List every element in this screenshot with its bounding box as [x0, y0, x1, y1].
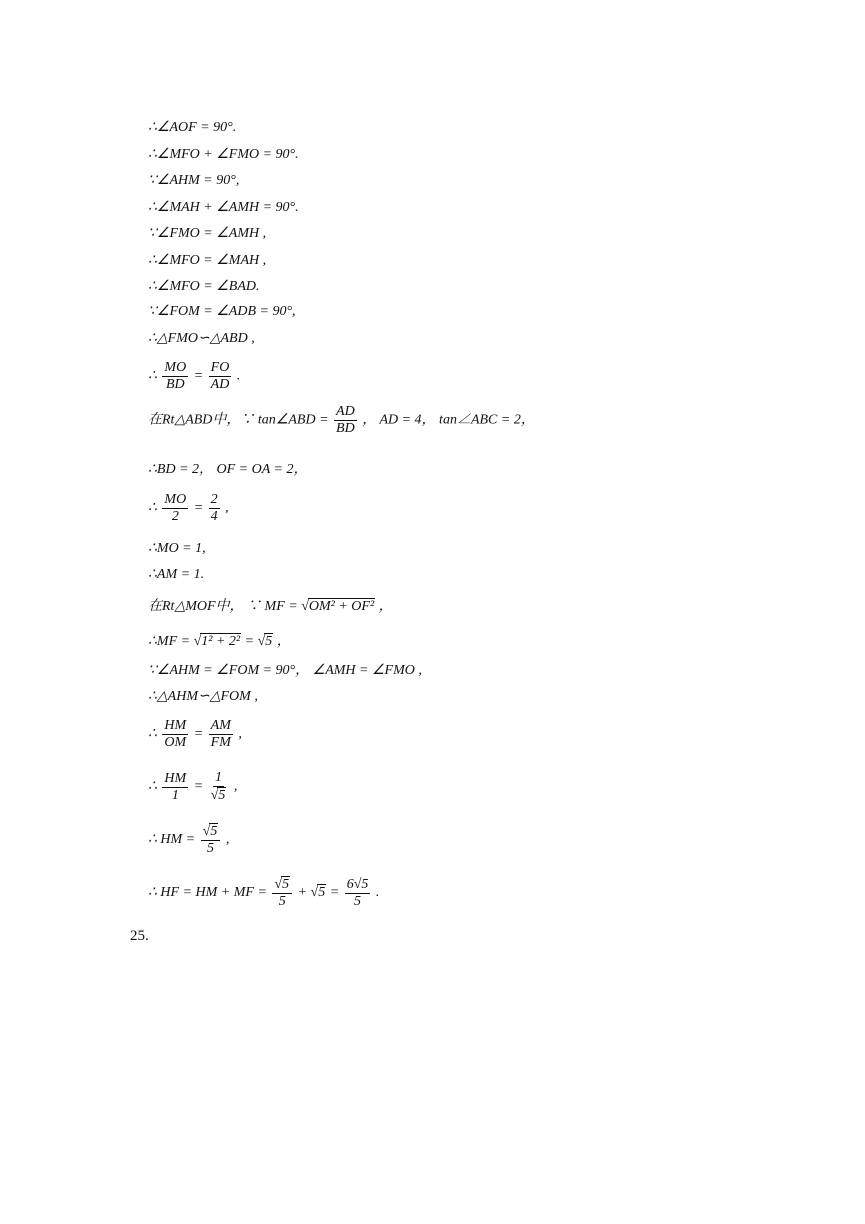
- fraction: $\frac{√5}{5}$: [201, 823, 221, 857]
- proof-line-3: ∵∠AHM = 90°,: [148, 173, 240, 188]
- fraction: $\frac{AD}{BD}$: [336, 404, 355, 436]
- fraction: $\frac{MO}{2}$: [164, 492, 187, 524]
- proof-line-17: ∴MF = √1² + 2² = √5 ，: [148, 634, 291, 649]
- proof-line-18: ∵∠AHM = ∠FOM = 90°， ∠AMH = ∠FMO ,: [148, 663, 422, 678]
- proof-line-20: ∴ $\frac{HM}{OM}$ = $\frac{AM}{FM}$ ,: [148, 718, 242, 750]
- proof-line-9: ∴△FMO∽△ABD ,: [148, 331, 255, 346]
- proof-line-6: ∴∠MFO = ∠MAH ,: [148, 253, 267, 268]
- proof-line-13: ∴ $\frac{MO}{2}$ = $\frac{2}{4}$ ,: [148, 492, 229, 524]
- proof-line-1: ∴∠AOF = 90°.: [148, 120, 237, 135]
- radical: 5: [318, 885, 326, 901]
- proof-line-11: 在Rt△ABD中，∵ tan∠ABD = $\frac{AD}{BD}$ ， AD = 4， tan∠ABC = 2，: [148, 404, 535, 436]
- fraction: $\frac{2}{4}$: [210, 492, 218, 524]
- proof-line-14: ∴MO = 1,: [148, 541, 206, 556]
- proof-line-21: ∴ $\frac{HM}{1}$ = $\frac{1}{√5}$ ,: [148, 770, 238, 803]
- fraction: $\frac{√5}{5}$: [272, 876, 292, 910]
- question-number: 25.: [130, 928, 149, 944]
- fraction: $\frac{1}{√5}$: [210, 770, 226, 803]
- proof-line-16: 在Rt△MOF中， ∵ MF = √OM² + OF² ，: [148, 599, 393, 614]
- proof-line-8: ∵∠FOM = ∠ADB = 90°,: [148, 304, 296, 319]
- fraction: $\frac{FO}{AD}$: [210, 360, 230, 392]
- proof-line-2: ∴∠MFO + ∠FMO = 90°.: [148, 147, 299, 162]
- fraction: $\frac{MO}{BD}$: [164, 360, 187, 392]
- proof-line-12: ∴BD = 2， OF = OA = 2，: [148, 462, 308, 477]
- radical: 5: [265, 634, 273, 649]
- proof-line-15: ∴AM = 1.: [148, 567, 205, 582]
- proof-line-7: ∴∠MFO = ∠BAD.: [148, 279, 260, 294]
- proof-line-5: ∵∠FMO = ∠AMH ,: [148, 226, 267, 241]
- fraction: $\frac{6√5}{5}$: [346, 876, 369, 909]
- fraction: $\frac{HM}{1}$: [164, 770, 187, 803]
- proof-line-22: ∴ HM = $\frac{√5}{5}$ ,: [148, 824, 230, 856]
- proof-line-10: ∴ $\frac{MO}{BD}$ = $\frac{FO}{AD}$ .: [148, 360, 241, 392]
- proof-line-19: ∴△AHM∽△FOM ,: [148, 689, 258, 704]
- fraction: $\frac{AM}{FM}$: [210, 718, 231, 750]
- radical: OM² + OF²: [308, 599, 375, 614]
- proof-line-4: ∴∠MAH + ∠AMH = 90°.: [148, 200, 299, 215]
- radical: 1² + 2²: [201, 634, 241, 649]
- fraction: $\frac{HM}{OM}$: [164, 718, 187, 750]
- proof-line-23: ∴ HF = HM + MF = $\frac{√5}{5}$ + √5 = $\frac{6√5}{5}$ .: [148, 876, 380, 909]
